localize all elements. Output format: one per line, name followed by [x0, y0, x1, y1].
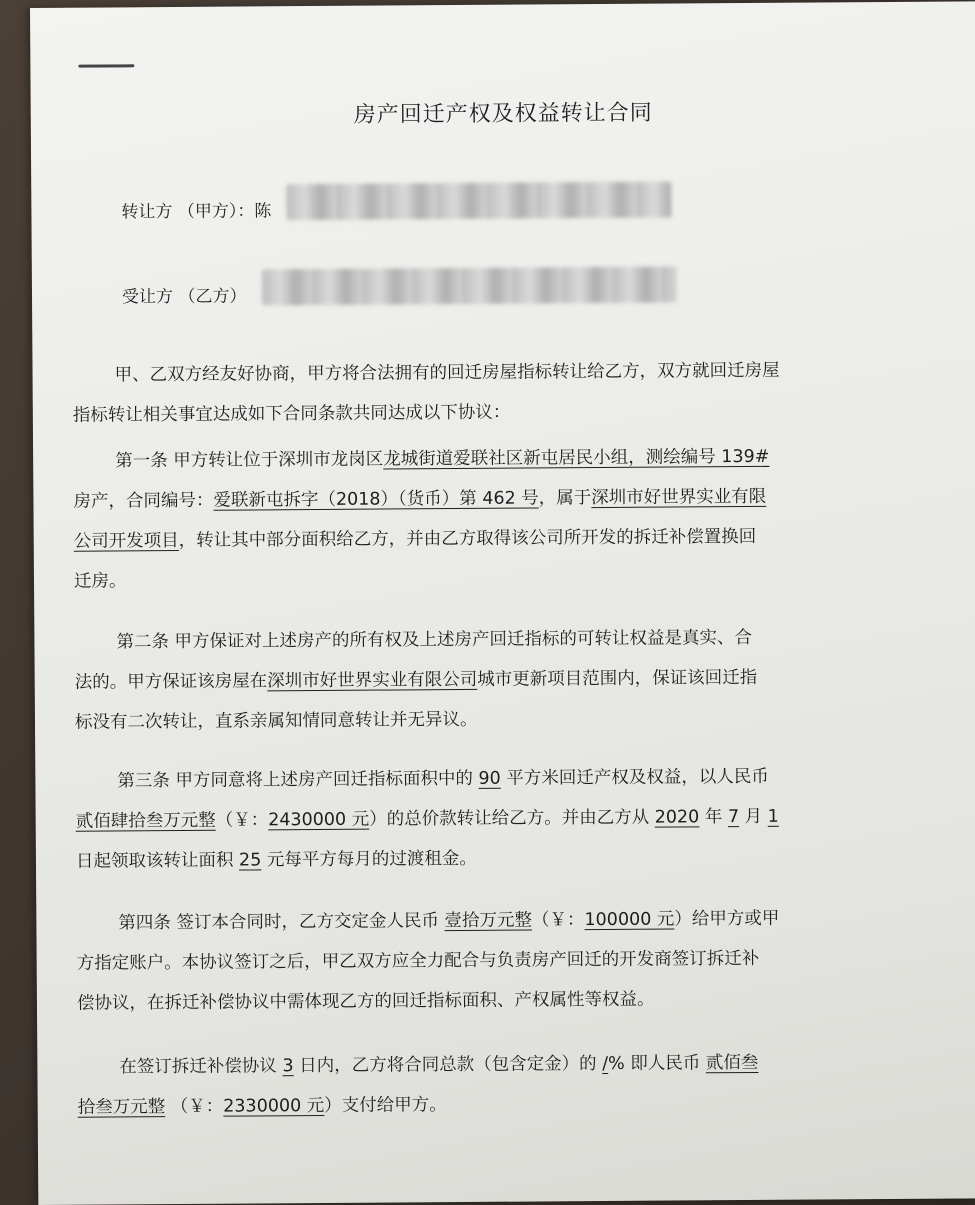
- article-3-text: 月: [739, 806, 768, 828]
- article-2-line-1: 第二条 甲方保证对上述房产的所有权及上述房产回迁指标的可转让权益是真实、合: [116, 627, 753, 653]
- developer-project: 公司开发项目: [73, 530, 179, 552]
- article-1-text: ，转让其中部分面积给乙方，并由乙方取得该公司所开发的拆迁补偿置换回: [178, 526, 757, 551]
- payment-paragraph: [77, 1042, 898, 1128]
- article-1: [73, 436, 894, 602]
- article-4-line-2: 方指定账户。本协议签订之后，甲乙双方应全力配合与负责房产回迁的开发商签订拆迁补: [76, 948, 760, 974]
- payment-text: ）支付给甲方。: [324, 1095, 447, 1116]
- article-1-line-2: [73, 476, 893, 522]
- transferor-name: 陈: [254, 201, 272, 222]
- article-4-text: 第四条 签订本合同时，乙方交定金人民币: [118, 911, 445, 934]
- article-2-text: 法的。甲方保证该房屋在: [74, 671, 268, 693]
- payment-line-2: [78, 1082, 898, 1128]
- article-2: [74, 617, 895, 743]
- article-3-line-1: [75, 756, 895, 802]
- article-3-text: （￥：: [215, 810, 269, 831]
- article-1-text: ，属于: [538, 488, 592, 509]
- payment-amount-cn: 拾叁万元整: [77, 1097, 166, 1118]
- payment-text: 日内，乙方将合同总款（包含定金）的: [293, 1054, 603, 1077]
- article-1-line-3: [74, 516, 894, 562]
- article-3-text: 元每平方每月的过渡租金。: [261, 848, 477, 871]
- start-month: 7: [727, 807, 740, 828]
- developer-name: 深圳市好世界实业有限: [591, 486, 767, 509]
- transferor-line: [121, 196, 271, 222]
- article-3-text: 日起领取该转让面积: [75, 850, 240, 872]
- transferee-label: 受让方 （乙方）: [121, 286, 247, 308]
- article-1-text: 第一条 甲方转让位于深圳市龙岗区: [115, 449, 384, 472]
- article-3: [75, 756, 896, 882]
- property-location: 龙城街道爱联社区新屯居民小组，测绘编号 139#: [383, 446, 770, 470]
- deposit-num: 100000 元: [584, 909, 675, 931]
- article-2-line-2: [75, 657, 895, 703]
- payment-text: % 即人民币: [608, 1053, 706, 1074]
- transferor-label: 转让方 （甲方）：: [121, 201, 255, 223]
- intro-paragraph: [72, 350, 893, 436]
- redacted-transferee-info: [262, 266, 677, 305]
- staple-mark: [78, 64, 134, 67]
- article-2-line-3: 标没有二次转让，直系亲属知情同意转让并无异议。: [74, 709, 478, 733]
- article-2-text: 城市更新项目范围内，保证该回迁指: [477, 667, 758, 690]
- start-year: 2020: [654, 807, 700, 828]
- article-1-line-1: [73, 436, 893, 482]
- payment-percent: /: [602, 1053, 609, 1075]
- article-4: [76, 898, 897, 1024]
- article-4-line-1: [76, 898, 896, 944]
- payment-amount-num: 2330000 元: [223, 1095, 325, 1117]
- payment-text: 在签订拆迁补偿协议: [119, 1056, 283, 1078]
- transferee-line: [122, 281, 247, 307]
- developer-name: 深圳市好世界实业有限公司: [267, 669, 478, 692]
- payment-days: 3: [282, 1056, 294, 1077]
- payment-line-1: [77, 1042, 897, 1088]
- article-4-text: （￥：: [531, 910, 585, 931]
- redacted-transferor-info: [286, 182, 671, 221]
- transition-rent: 25: [238, 850, 262, 871]
- article-3-text: ）的总价款转让给乙方。并由乙方从: [369, 807, 655, 830]
- article-3-text: 第三条 甲方同意将上述房产回迁指标面积中的: [117, 768, 479, 792]
- intro-line-1: 甲、乙双方经友好协商，甲方将合法拥有的回迁房屋指标转让给乙方，双方就回迁房屋: [114, 360, 780, 386]
- total-price-num: 2430000 元: [268, 809, 370, 831]
- document-title: 房产回迁产权及权益转让合同: [353, 100, 653, 128]
- article-4-text: ）给甲方或甲: [674, 908, 780, 930]
- article-1-line-4: 迁房。: [73, 571, 127, 592]
- contract-page: [30, 1, 975, 1205]
- payment-amount-cn: 贰佰叁: [705, 1052, 759, 1074]
- transfer-area: 90: [478, 768, 501, 789]
- article-4-line-3: 偿协议，在拆迁补偿协议中需体现乙方的回迁指标面积、产权属性等权益。: [76, 989, 655, 1014]
- contract-number: 爱联新屯拆字（2018）（货币）第 462 号: [213, 488, 539, 511]
- deposit-cn: 壹拾万元整: [444, 910, 533, 932]
- total-price-cn: 贰佰肆拾叁万元整: [75, 810, 216, 832]
- article-3-text: 平方米回迁产权及权益，以人民币: [500, 766, 769, 789]
- article-3-text: 年: [699, 807, 729, 828]
- start-day: 1: [767, 806, 779, 827]
- intro-line-2: 指标转让相关事宜达成如下合同条款共同达成以下协议：: [72, 402, 511, 426]
- article-3-line-3: [76, 836, 896, 882]
- article-1-text: 房产，合同编号：: [73, 490, 214, 512]
- payment-text: （￥：: [165, 1096, 224, 1118]
- article-3-line-2: [76, 796, 896, 842]
